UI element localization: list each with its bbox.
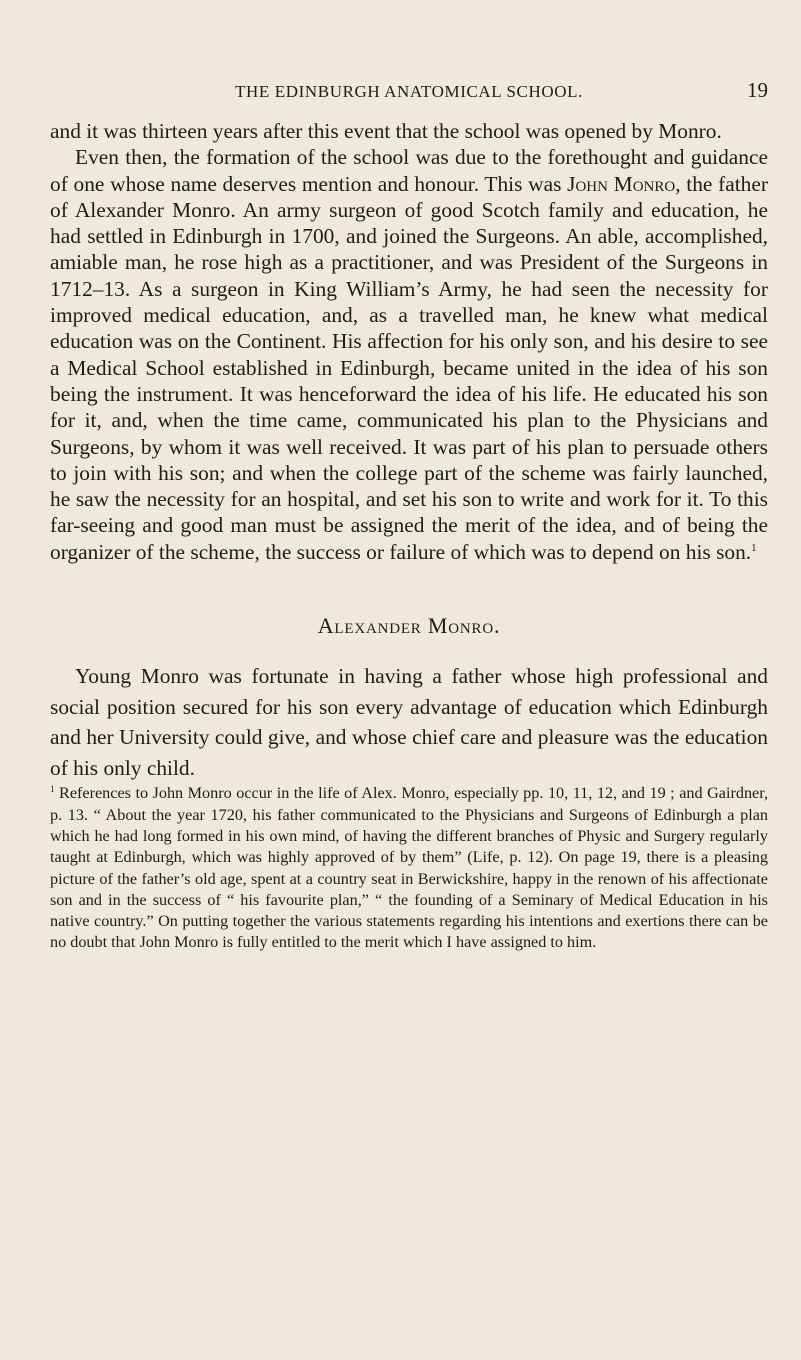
paragraph-continuation bbox=[50, 118, 768, 144]
running-head bbox=[50, 78, 768, 112]
footnote bbox=[50, 783, 768, 953]
paragraph-alexander-monro-text: Young Monro was fortunate in having a father whose high professional and social position secured for his son every advantage of education which Edinburgh and her University could give, and whose chief care and pleasure was the education of his only child. bbox=[50, 664, 768, 780]
section-heading: Alexander Monro. bbox=[317, 613, 501, 639]
footnote-text: References to John Monro occur in the life of Alex. Monro, especially pp. 10, 11, 12, and 19 ; and Gairdner, p. 13. “ About the year 1720, his father communicated to the Physicians and Surgeons of Edinburgh a plan which he had long formed in his own mind, of having the different branches of Physic and Surgery regularly taught at Edinburgh, which was highly approved of by them” (Life, p. 12). On page 19, there is a pleasing picture of the father’s old age, spent at a country seat in Berwickshire, happy in the renown of his affectionate son and in the success of “ his favourite plan,” “ the founding of a Seminary of Medical Education in his native country.” On putting together the various statements regarding his intentions and exertions there can be no doubt that John Monro is fully entitled to the merit which I have assigned to him. bbox=[50, 784, 769, 952]
person-name-john-monro: John Monro bbox=[567, 171, 676, 196]
paragraph-text-after-name: , the father of Alexander Monro. An army surgeon of good Scotch family and education, he had settled in Edinburgh in 1700, and joined the Surgeons. An able, accomplished, amiable man, he rose high as a practitioner, and was President of the Surgeons in 1712–13. As a surgeon in King William’s Army, he had seen the necessity for improved medical education, and, as a travelled man, he knew what medical education was on the Continent. His affection for his only son, and his desire to see a Medical School established in Edinburgh, became united in the idea of his son being the instrument. It was henceforward the idea of his life. He educated his son for it, and, when the time came, communicated his plan to the Physicians and Surgeons, by whom it was well received. It was part of his plan to persuade others to join with his son; and when the college part of the scheme was fairly launched, he saw the necessity for an hospital, and set his son to write and work for it. To this far-seeing and good man must be assigned the merit of the idea, and of being the organizer of the scheme, the success or failure of which was to depend on his son. bbox=[50, 171, 768, 564]
footnote-reference: 1 bbox=[751, 541, 757, 554]
footnote-mark: 1 bbox=[50, 784, 55, 795]
running-title: THE EDINBURGH ANATOMICAL SCHOOL. bbox=[235, 82, 583, 101]
paragraph-john-monro bbox=[50, 144, 768, 565]
paragraph-continuation-text: and it was thirteen years after this event that the school was opened by Monro. bbox=[50, 119, 722, 143]
paragraph-text-before-name: Even then, the formation of the school was due to the forethought and guidance of one whose name deserves mention and honour. This was bbox=[50, 145, 768, 196]
paragraph-alexander-monro bbox=[50, 661, 768, 783]
page-number: 19 bbox=[747, 78, 768, 102]
body-text bbox=[50, 118, 768, 954]
